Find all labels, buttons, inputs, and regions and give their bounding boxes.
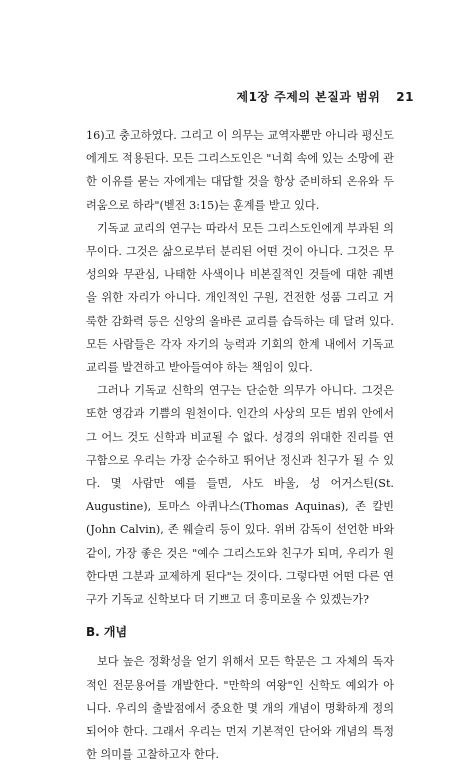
page-number: 21	[396, 90, 414, 104]
chapter-title: 제1장 주제의 본질과 범위	[236, 90, 381, 104]
section-heading: B. 개념	[86, 625, 128, 640]
paragraph-doctrine-duty: 기독교 교리의 연구는 따라서 모든 그리스도인에게 부과된 의무이다. 그것은 삶으로부터 분리된 어떤 것이 아니다. 그것은 무성의와 무관심, 나태한 사색이나 비본질적인 것들에 대한 궤변을 위한 자리가 아니다. 개인적인 구원, 건전한 성품 그리고 거룩한 감화력 등은 신앙의 올바른 교리를 습득하는 데 달려 있다. 모든 사람들은 각자 자기의 능력과 기회의 한계 내에서 기독교 교리를 발견하고 받아들여야 하는 책임이 있다.	[86, 221, 394, 375]
running-header	[236, 88, 414, 105]
page-body	[86, 124, 394, 766]
paragraph-concepts: 보다 높은 정확성을 얻기 위해서 모든 학문은 그 자체의 독자적인 전문용어를 개발한다. "만학의 여왕"인 신학도 예외가 아니다. 우리의 출발점에서 중요한 몇 개의 개념이 명확하게 정의되어야 한다. 그래서 우리는 먼저 기본적인 단어와 개념의 특정한 의미를 고찰하고자 한다.	[86, 655, 394, 762]
paragraph-continuation: 16)고 충고하였다. 그리고 이 의무는 교역자뿐만 아니라 평신도에게도 적용된다. 모든 그리스도인은 "너희 속에 있는 소망에 관한 이유를 묻는 자에게는 대답할 것을 항상 준비하되 온유와 두려움으로 하라"(벧전 3:15)는 훈계를 받고 있다.	[86, 129, 394, 212]
paragraph-theology-joy: 그러나 기독교 신학의 연구는 단순한 의무가 아니다. 그것은 또한 영감과 기쁨의 원천이다. 인간의 사상의 모든 범위 안에서 그 어느 것도 신학과 비교될 수 없다. 성경의 위대한 진리를 연구함으로 우리는 가장 순수하고 뛰어난 정신과 친구가 될 수 있다. 몇 사람만 예를 들면, 사도 바울, 성 어거스틴(St. Augustine), 토마스 아퀴나스(Thomas Aquinas), 존 칼빈(John Calvin), 존 웨슬리 등이 있다. 위버 감독이 선언한 바와 같이, 가장 좋은 것은 "예수 그리스도와 친구가 되며, 우리가 원한다면 그분과 교제하게 된다"는 것이다. 그렇다면 어떤 다른 연구가 기독교 신학보다 더 기쁘고 더 흥미로울 수 있겠는가?	[86, 384, 394, 607]
